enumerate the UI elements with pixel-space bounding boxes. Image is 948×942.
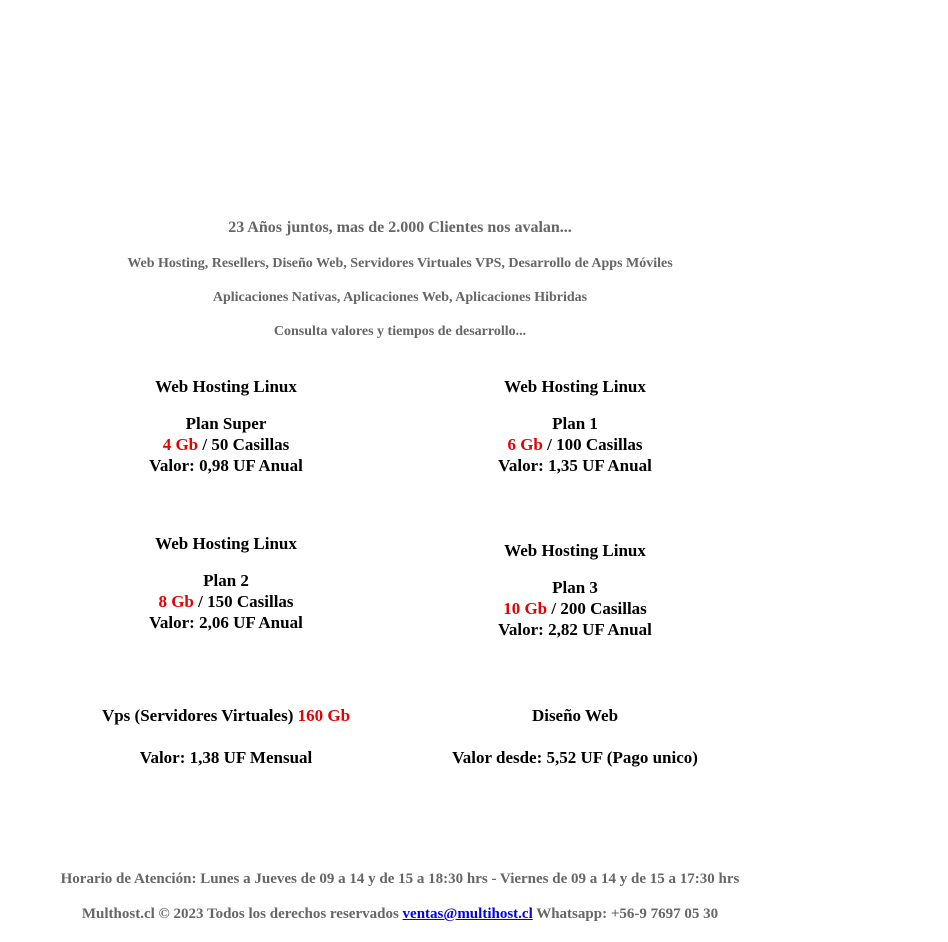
plan-name: Plan 2 <box>203 571 249 590</box>
plan-price: Valor: 2,06 UF Anual <box>149 613 303 632</box>
services-list: Web Hosting, Resellers, Diseño Web, Servidores Virtuales VPS, Desarrollo de Apps Móviles <box>127 256 673 271</box>
plan-card-3 <box>400 540 750 640</box>
plan-name: Plan Super <box>185 414 267 433</box>
plan-heading: Web Hosting Linux <box>155 534 297 553</box>
plan-heading: Web Hosting Linux <box>155 377 297 396</box>
apps-list: Aplicaciones Nativas, Aplicaciones Web, Aplicaciones Hibridas <box>212 290 588 305</box>
plan-mailboxes: / 100 Casillas <box>547 435 643 454</box>
vps-card <box>51 705 401 768</box>
plan-storage: 6 Gb <box>507 435 543 454</box>
copyright-text: Multhost.cl © 2023 Todos los derechos reservados <box>81 906 399 922</box>
sales-email-link[interactable]: ventas@multihost.cl <box>402 906 533 922</box>
plan-mailboxes: / 50 Casillas <box>202 435 290 454</box>
plan-mailboxes: / 150 Casillas <box>198 592 294 611</box>
vps-price: Valor: 1,38 UF Mensual <box>139 748 313 767</box>
vps-title: Vps (Servidores Virtuales) <box>101 706 294 725</box>
plan-specs <box>400 434 750 455</box>
web-design-price: Valor desde: 5,52 UF (Pago unico) <box>452 748 698 767</box>
plan-heading: Web Hosting Linux <box>504 541 646 560</box>
whatsapp-text: Whatsapp: +56-9 7697 05 30 <box>536 906 719 922</box>
footer-copyright-line <box>0 906 800 923</box>
plan-price: Valor: 0,98 UF Anual <box>149 456 303 475</box>
business-hours: Horario de Atención: Lunes a Jueves de 09 a 14 y de 15 a 18:30 hrs - Viernes de 09 a 14 y de 15 a 17:30 hrs <box>60 871 740 887</box>
vps-storage: 160 Gb <box>297 706 351 725</box>
tagline: 23 Años juntos, mas de 2.000 Clientes nos avalan... <box>228 219 572 236</box>
web-design-title: Diseño Web <box>531 706 619 725</box>
plan-card-super <box>51 376 401 476</box>
plan-specs <box>51 434 401 455</box>
plan-price: Valor: 2,82 UF Anual <box>498 620 652 639</box>
plan-mailboxes: / 200 Casillas <box>551 599 647 618</box>
plan-specs <box>51 591 401 612</box>
plan-storage: 8 Gb <box>158 592 194 611</box>
plan-name: Plan 3 <box>552 578 598 597</box>
plan-storage: 4 Gb <box>162 435 199 454</box>
plan-card-2 <box>51 533 401 633</box>
plan-name: Plan 1 <box>552 414 598 433</box>
plan-price: Valor: 1,35 UF Anual <box>498 456 652 475</box>
plan-specs <box>400 598 750 619</box>
plan-heading: Web Hosting Linux <box>504 377 646 396</box>
consult-text: Consulta valores y tiempos de desarrollo... <box>273 324 527 339</box>
plan-storage: 10 Gb <box>503 599 548 618</box>
plan-card-1 <box>400 376 750 476</box>
web-design-card <box>400 705 750 768</box>
